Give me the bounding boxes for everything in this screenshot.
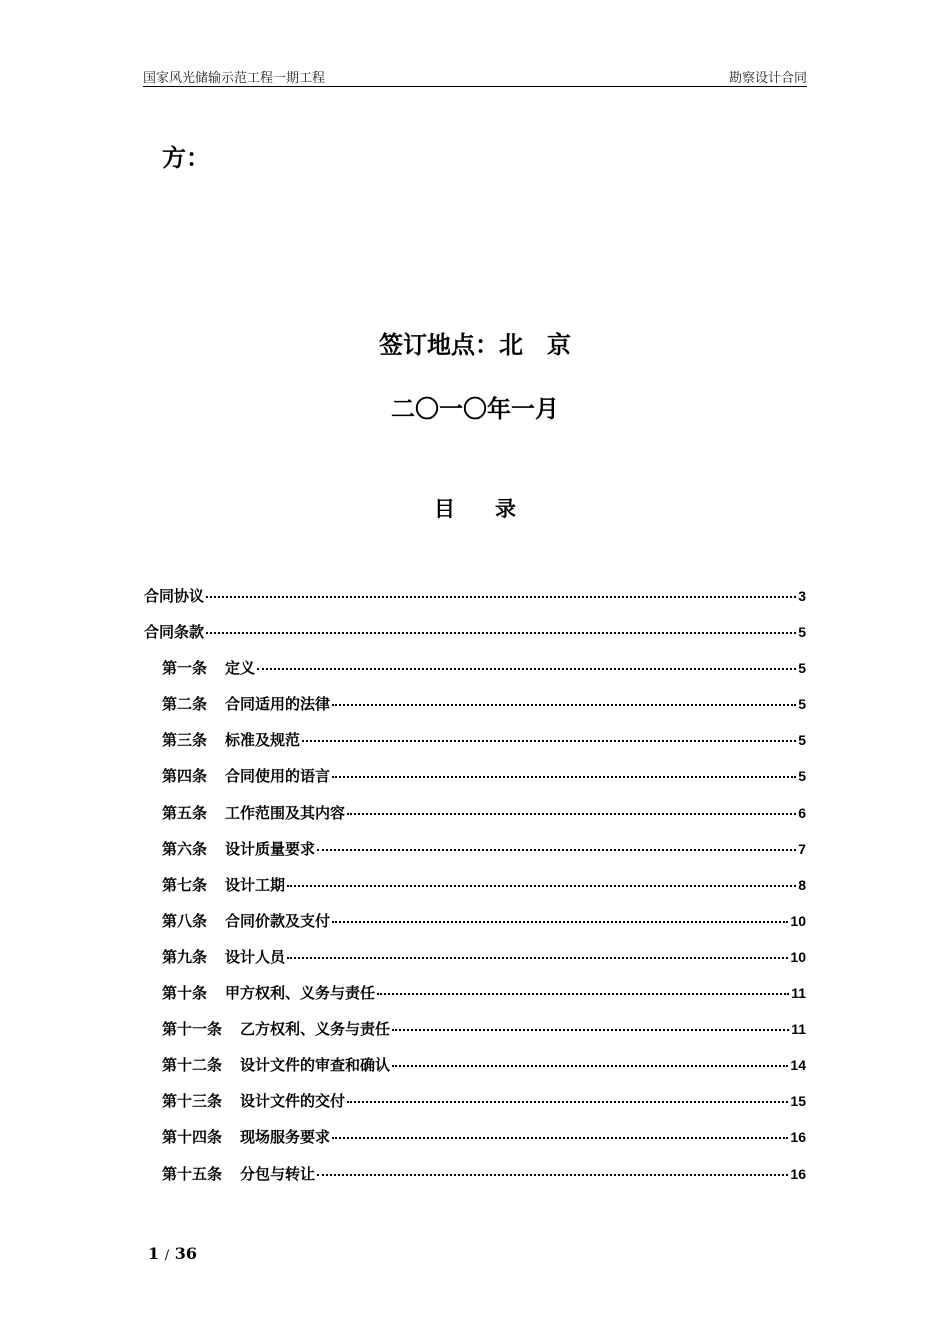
total-page-count: 36 [174, 1244, 197, 1263]
toc-entry-number: 第七条 [162, 875, 208, 894]
toc-entry-number: 第十二条 [162, 1056, 223, 1075]
toc-entry-page: 8 [798, 876, 806, 893]
page-separator: / [164, 1248, 170, 1263]
toc-entry-page: 11 [791, 985, 806, 1002]
toc-entry-page: 15 [790, 1093, 806, 1110]
signing-date: 二〇一〇年一月 [391, 395, 559, 423]
toc-entry-title: 合同价款及支付 [225, 911, 331, 930]
toc-entry-number: 第十四条 [162, 1128, 223, 1147]
toc-dot-leader [332, 921, 788, 923]
toc-entry-number: 第一条 [162, 659, 208, 678]
toc-entry-page: 10 [790, 948, 806, 965]
toc-entry[interactable] [144, 621, 806, 657]
toc-entry-page: 5 [798, 732, 806, 749]
toc-entry[interactable] [144, 874, 806, 910]
toc-dot-leader [332, 776, 796, 778]
toc-entry-page: 5 [798, 624, 806, 641]
header-document-type: 勘察设计合同 [728, 71, 807, 86]
toc-entry-title: 甲方权利、义务与责任 [225, 984, 376, 1003]
toc-entry[interactable] [144, 585, 806, 621]
toc-dot-leader [257, 668, 796, 670]
toc-entry-page: 5 [798, 696, 806, 713]
toc-dot-leader [317, 1174, 788, 1176]
toc-entry-page: 16 [790, 1165, 806, 1182]
toc-dot-leader [392, 1065, 788, 1067]
toc-entry-title: 乙方权利、义务与责任 [240, 1020, 391, 1039]
toc-entry-number: 第九条 [162, 947, 208, 966]
toc-entry-title: 合同协议 [144, 587, 205, 605]
toc-entry[interactable] [144, 802, 806, 838]
toc-title: 目录 [434, 497, 556, 521]
toc-entry-title: 现场服务要求 [240, 1128, 331, 1147]
toc-entry-page: 5 [798, 660, 806, 677]
toc-entry-page: 14 [790, 1057, 806, 1074]
toc-entry-title: 设计人员 [225, 947, 286, 966]
table-of-contents [144, 585, 806, 1199]
toc-dot-leader [332, 704, 796, 706]
toc-entry[interactable] [144, 1090, 806, 1126]
toc-entry-title: 合同条款 [144, 623, 205, 642]
header-project-name: 国家风光储输示范工程一期工程 [143, 71, 326, 86]
toc-entry-title: 设计文件的审查和确认 [240, 1056, 391, 1075]
toc-entry-number: 第四条 [162, 767, 208, 786]
toc-entry-title: 定义 [225, 659, 256, 678]
toc-entry-title: 设计工期 [225, 875, 286, 894]
toc-entry[interactable] [144, 1126, 806, 1162]
toc-entry[interactable] [144, 1018, 806, 1054]
toc-entry-title: 标准及规范 [225, 731, 301, 750]
toc-entry-number: 第二条 [162, 695, 208, 714]
current-page-number: 1 [148, 1244, 160, 1263]
toc-entry-title: 设计文件的交付 [240, 1092, 346, 1111]
signing-place: 签订地点：北 京 [379, 331, 571, 359]
toc-dot-leader [332, 1137, 788, 1139]
toc-dot-leader [377, 993, 789, 995]
toc-entry[interactable] [144, 946, 806, 982]
toc-entry-title: 合同使用的语言 [225, 767, 331, 786]
toc-entry[interactable] [144, 910, 806, 946]
toc-entry-title: 工作范围及其内容 [225, 803, 346, 822]
toc-entry-page: 16 [790, 1129, 806, 1146]
toc-entry-number: 第十一条 [162, 1020, 223, 1039]
toc-entry-number: 第六条 [162, 839, 208, 858]
toc-entry[interactable] [144, 982, 806, 1018]
toc-entry-number: 第三条 [162, 731, 208, 750]
toc-dot-leader [206, 596, 796, 598]
toc-entry[interactable] [144, 657, 806, 693]
toc-entry-title: 设计质量要求 [225, 839, 316, 858]
toc-dot-leader [287, 885, 796, 887]
toc-dot-leader [392, 1029, 789, 1031]
toc-entry[interactable] [144, 729, 806, 765]
toc-entry-title: 合同适用的法律 [225, 695, 331, 714]
toc-entry[interactable] [144, 1054, 806, 1090]
toc-dot-leader [287, 957, 788, 959]
toc-entry-page: 7 [798, 840, 806, 857]
toc-entry-number: 第十五条 [162, 1164, 223, 1183]
toc-entry-page: 11 [791, 1021, 806, 1038]
toc-dot-leader [347, 813, 796, 815]
toc-dot-leader [206, 632, 796, 634]
toc-entry-page: 6 [798, 804, 806, 821]
page-footer [148, 1244, 197, 1263]
toc-entry-number: 第八条 [162, 911, 208, 930]
toc-entry[interactable] [144, 1163, 806, 1199]
toc-dot-leader [347, 1101, 788, 1103]
toc-entry-page: 3 [798, 588, 806, 604]
toc-entry[interactable] [144, 838, 806, 874]
toc-entry[interactable] [144, 693, 806, 729]
toc-entry-number: 第十条 [162, 984, 208, 1003]
toc-entry-page: 5 [798, 768, 806, 785]
toc-entry[interactable] [144, 765, 806, 801]
party-label-fragment: 方： [162, 144, 210, 172]
toc-dot-leader [317, 849, 796, 851]
toc-entry-number: 第五条 [162, 803, 208, 822]
toc-entry-number: 第十三条 [162, 1092, 223, 1111]
page-header [143, 66, 807, 87]
toc-entry-page: 10 [790, 912, 806, 929]
toc-entry-title: 分包与转让 [240, 1164, 316, 1183]
toc-dot-leader [302, 740, 796, 742]
